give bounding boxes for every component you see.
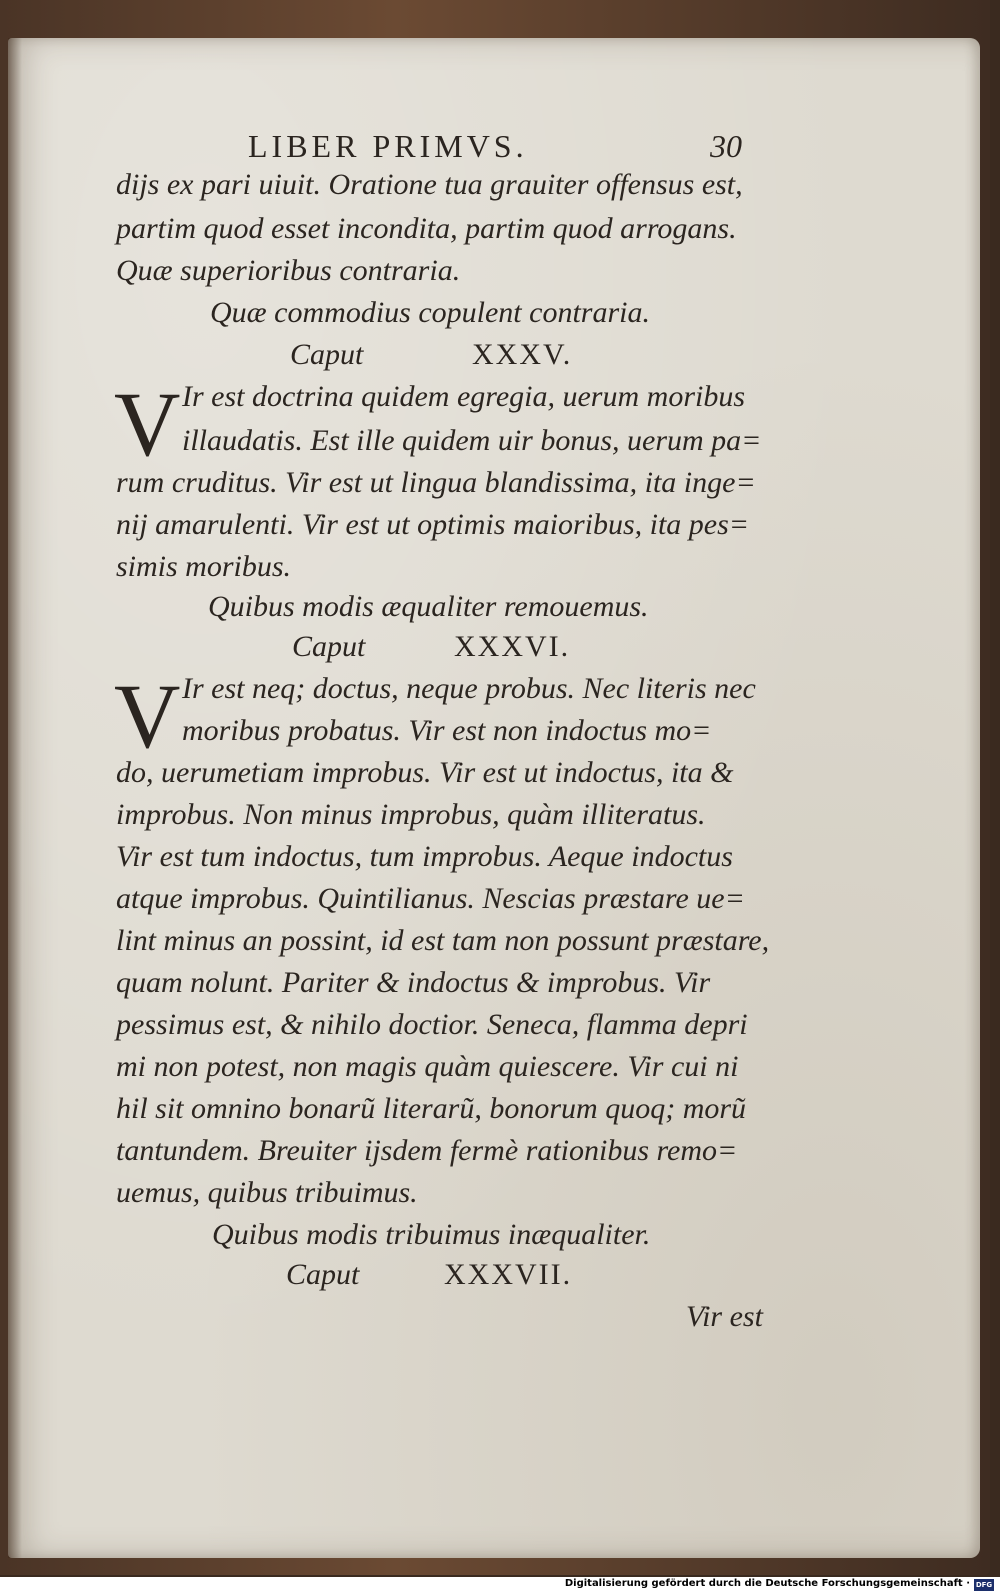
caput-numeral: XXXVI. (454, 630, 571, 663)
text-line: Ir est neq; doctus, neque probus. Nec literis nec (182, 672, 756, 705)
text-line: hil sit omnino bonarũ literarũ, bonorum quoq; morũ (116, 1092, 747, 1125)
dfg-logo: DFG (975, 1581, 993, 1589)
section-heading: Quibus modis tribuimus inæqualiter. (212, 1218, 651, 1251)
caput-numeral: XXXVII. (444, 1258, 573, 1291)
text-line: pessimus est, & nihilo doctior. Seneca, flamma depri (116, 1008, 748, 1041)
text-line: uemus, quibus tribuimus. (116, 1176, 418, 1209)
digitization-credit: Digitalisierung gefördert durch die Deutsche Forschungsgemeinschaft · (564, 1578, 970, 1589)
text-line: nij amarulenti. Vir est ut optimis maioribus, ita pes= (116, 508, 750, 541)
caput-numeral: XXXV. (472, 338, 573, 371)
page-number: 30 (710, 128, 742, 164)
text-line: rum cruditus. Vir est ut lingua blandissima, ita inge= (116, 466, 756, 499)
section-heading: Quibus modis æqualiter remouemus. (208, 590, 649, 623)
text-line: mi non potest, non magis quàm quiescere. Vir cui ni (116, 1050, 739, 1083)
text-line: moribus probatus. Vir est non indoctus mo= (182, 714, 712, 747)
text-line: quam nolunt. Pariter & indoctus & improbus. Vir (116, 966, 711, 999)
caput-label: Caput (286, 1258, 360, 1291)
caput-label: Caput (292, 630, 366, 663)
text-line: illaudatis. Est ille quidem uir bonus, uerum pa= (182, 424, 762, 457)
catchword: Vir est (686, 1300, 763, 1333)
section-heading: Quæ commodius copulent contraria. (210, 296, 650, 329)
text-line: simis moribus. (116, 550, 292, 583)
text-line: tantundem. Breuiter ijsdem fermè rationibus remo= (116, 1134, 738, 1167)
text-line: Quæ superioribus contraria. (116, 254, 461, 287)
text-line: Ir est doctrina quidem egregia, uerum moribus (182, 380, 745, 413)
text-line: Vir est tum indoctus, tum improbus. Aeque indoctus (116, 840, 733, 873)
caput-label: Caput (290, 338, 364, 371)
drop-initial: V (114, 665, 181, 767)
running-header-title: LIBER PRIMVS. (248, 128, 528, 164)
text-line: do, uerumetiam improbus. Vir est ut indoctus, ita & (116, 756, 734, 789)
page-gutter-shadow (8, 38, 22, 1558)
text-line: lint minus an possint, id est tam non possunt præstare, (116, 924, 770, 957)
text-line: improbus. Non minus improbus, quàm illiteratus. (116, 798, 706, 831)
drop-initial: V (114, 373, 181, 475)
text-line: atque improbus. Quintilianus. Nescias præstare ue= (116, 882, 745, 915)
text-line: partim quod esset incondita, partim quod arrogans. (116, 212, 737, 245)
text-line: dijs ex pari uiuit. Oratione tua grauiter offensus est, (116, 168, 743, 201)
